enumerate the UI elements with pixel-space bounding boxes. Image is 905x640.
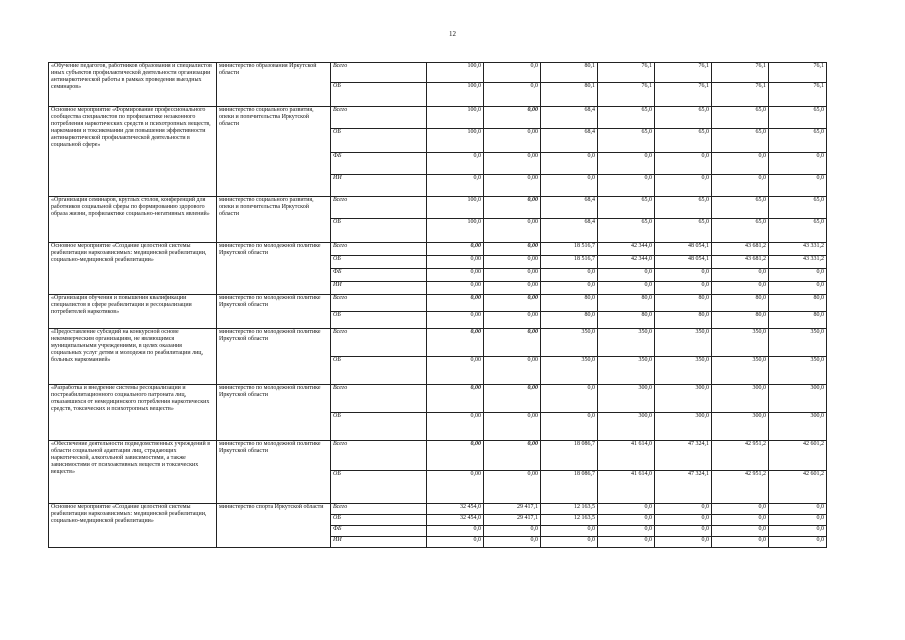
funding-source: Всего [331, 295, 427, 312]
amount-cell: 0,00 [484, 129, 541, 153]
amount-cell: 100,0 [427, 107, 484, 129]
amount-cell: 65,0 [769, 219, 827, 243]
amount-cell: 42 951,2 [712, 441, 769, 471]
amount-cell: 42 344,0 [598, 256, 655, 269]
amount-cell: 300,0 [769, 413, 827, 441]
amount-cell: 0,00 [484, 385, 541, 413]
amount-cell: 0,0 [427, 537, 484, 548]
amount-cell: 65,0 [769, 197, 827, 219]
amount-cell: 0,0 [541, 175, 598, 197]
amount-cell: 0,00 [484, 175, 541, 197]
amount-cell: 0,0 [598, 526, 655, 537]
funding-source: Всего [331, 243, 427, 256]
amount-cell: 0,0 [427, 153, 484, 175]
table-row [49, 329, 827, 357]
amount-cell: 350,0 [712, 329, 769, 357]
amount-cell: 0,0 [598, 282, 655, 295]
amount-cell: 47 324,1 [655, 441, 712, 471]
amount-cell: 76,1 [769, 83, 827, 107]
amount-cell: 0,00 [427, 256, 484, 269]
amount-cell: 0,0 [712, 526, 769, 537]
amount-cell: 65,0 [769, 129, 827, 153]
amount-cell: 48 054,1 [655, 256, 712, 269]
amount-cell: 65,0 [598, 129, 655, 153]
table-row [49, 63, 827, 83]
amount-cell: 80,0 [712, 312, 769, 329]
amount-cell: 0,00 [484, 219, 541, 243]
responsible-executor: министерство социального развития, опеки и попечительства Иркутской области [217, 107, 331, 197]
amount-cell: 0,0 [598, 504, 655, 515]
amount-cell: 32 454,0 [427, 515, 484, 526]
amount-cell: 0,00 [427, 385, 484, 413]
amount-cell: 65,0 [712, 107, 769, 129]
amount-cell: 42 601,2 [769, 471, 827, 504]
amount-cell: 350,0 [541, 357, 598, 385]
amount-cell: 0,00 [427, 471, 484, 504]
amount-cell: 18 516,7 [541, 256, 598, 269]
amount-cell: 350,0 [598, 357, 655, 385]
amount-cell: 100,0 [427, 83, 484, 107]
funding-source: ОБ [331, 471, 427, 504]
amount-cell: 41 614,0 [598, 471, 655, 504]
amount-cell: 42 951,2 [712, 471, 769, 504]
amount-cell: 0,0 [769, 282, 827, 295]
amount-cell: 76,1 [598, 63, 655, 83]
amount-cell: 0,00 [427, 312, 484, 329]
amount-cell: 76,1 [655, 83, 712, 107]
funding-source: ОБ [331, 83, 427, 107]
amount-cell: 0,00 [427, 295, 484, 312]
amount-cell: 0,0 [541, 385, 598, 413]
amount-cell: 65,0 [598, 197, 655, 219]
amount-cell: 0,0 [769, 153, 827, 175]
amount-cell: 76,1 [655, 63, 712, 83]
funding-source: ОБ [331, 219, 427, 243]
amount-cell: 42 344,0 [598, 243, 655, 256]
amount-cell: 300,0 [712, 385, 769, 413]
amount-cell: 18 516,7 [541, 243, 598, 256]
amount-cell: 0,00 [484, 243, 541, 256]
funding-source: ОБ [331, 129, 427, 153]
amount-cell: 0,0 [712, 515, 769, 526]
table-row [49, 243, 827, 256]
amount-cell: 0,00 [484, 295, 541, 312]
amount-cell: 0,00 [484, 153, 541, 175]
amount-cell: 80,0 [655, 295, 712, 312]
amount-cell: 0,00 [484, 441, 541, 471]
funding-source: ОБ [331, 256, 427, 269]
amount-cell: 350,0 [769, 357, 827, 385]
amount-cell: 47 324,1 [655, 471, 712, 504]
amount-cell: 76,1 [712, 83, 769, 107]
amount-cell: 0,0 [712, 153, 769, 175]
amount-cell: 0,0 [598, 537, 655, 548]
amount-cell: 80,0 [655, 312, 712, 329]
table-row [49, 295, 827, 312]
amount-cell: 43 331,2 [769, 243, 827, 256]
measure-description: Основное мероприятие «Формирование профессионального сообщества специалистов по профилактике незаконного потребления наркотических средств и психотропных веществ, наркомании и токсикомании для повышения эффективности антинаркотической профилактической деятельности в социальной сфере» [49, 107, 217, 197]
amount-cell: 0,0 [541, 413, 598, 441]
responsible-executor: министерство спорта Иркутской области [217, 504, 331, 548]
amount-cell: 65,0 [655, 219, 712, 243]
amount-cell: 0,00 [427, 329, 484, 357]
funding-source: Всего [331, 63, 427, 83]
amount-cell: 100,0 [427, 63, 484, 83]
amount-cell: 0,00 [484, 269, 541, 282]
amount-cell: 76,1 [598, 83, 655, 107]
funding-table [48, 62, 827, 548]
page-number: 12 [449, 30, 456, 38]
amount-cell: 0,00 [484, 197, 541, 219]
table-row [49, 197, 827, 219]
amount-cell: 0,0 [427, 526, 484, 537]
amount-cell: 350,0 [541, 329, 598, 357]
amount-cell: 43 681,2 [712, 243, 769, 256]
amount-cell: 0,0 [655, 153, 712, 175]
amount-cell: 0,0 [484, 63, 541, 83]
amount-cell: 350,0 [769, 329, 827, 357]
measure-description: «Разработка и внедрение системы ресоциализации и постреабилитационного социального патроната лиц, отказавшихся от немедицинского потребления наркотических средств, токсических и психотропных веществ» [49, 385, 217, 441]
amount-cell: 300,0 [655, 413, 712, 441]
amount-cell: 0,0 [598, 175, 655, 197]
amount-cell: 0,00 [484, 471, 541, 504]
amount-cell: 0,0 [598, 515, 655, 526]
measure-description: Основное мероприятие «Создание целостной системы реабилитации наркозависимых: медицинской реабилитации, социально-медицинской реабилитации» [49, 243, 217, 295]
amount-cell: 0,00 [484, 312, 541, 329]
amount-cell: 0,0 [541, 526, 598, 537]
amount-cell: 80,0 [598, 295, 655, 312]
amount-cell: 29 417,1 [484, 504, 541, 515]
amount-cell: 300,0 [712, 413, 769, 441]
amount-cell: 68,4 [541, 197, 598, 219]
amount-cell: 0,0 [769, 515, 827, 526]
amount-cell: 42 601,2 [769, 441, 827, 471]
amount-cell: 100,0 [427, 129, 484, 153]
amount-cell: 76,1 [712, 63, 769, 83]
amount-cell: 80,1 [541, 83, 598, 107]
amount-cell: 65,0 [712, 197, 769, 219]
amount-cell: 43 681,2 [712, 256, 769, 269]
amount-cell: 18 086,7 [541, 441, 598, 471]
table-row [49, 107, 827, 129]
amount-cell: 0,00 [427, 282, 484, 295]
amount-cell: 0,0 [655, 515, 712, 526]
amount-cell: 0,0 [655, 269, 712, 282]
amount-cell: 0,00 [427, 243, 484, 256]
funding-source: ИИ [331, 175, 427, 197]
amount-cell: 29 417,1 [484, 515, 541, 526]
amount-cell: 0,0 [655, 175, 712, 197]
funding-source: ОБ [331, 312, 427, 329]
amount-cell: 0,00 [484, 413, 541, 441]
amount-cell: 0,00 [427, 357, 484, 385]
amount-cell: 0,0 [541, 153, 598, 175]
amount-cell: 65,0 [655, 107, 712, 129]
amount-cell: 68,4 [541, 129, 598, 153]
amount-cell: 300,0 [655, 385, 712, 413]
responsible-executor: министерство образования Иркутской области [217, 63, 331, 107]
measure-description: «Организация семинаров, круглых столов, конференций для работников социальной сферы по формированию здорового образа жизни, профилактике социально-негативных явлений» [49, 197, 217, 243]
amount-cell: 100,0 [427, 197, 484, 219]
amount-cell: 0,0 [541, 282, 598, 295]
amount-cell: 300,0 [598, 413, 655, 441]
amount-cell: 0,0 [655, 504, 712, 515]
amount-cell: 0,0 [712, 282, 769, 295]
amount-cell: 0,0 [655, 537, 712, 548]
amount-cell: 0,0 [769, 526, 827, 537]
amount-cell: 80,0 [541, 312, 598, 329]
amount-cell: 65,0 [712, 219, 769, 243]
responsible-executor: министерство по молодежной политике Иркутской области [217, 329, 331, 385]
amount-cell: 0,0 [655, 282, 712, 295]
amount-cell: 0,0 [769, 175, 827, 197]
funding-source: ФБ [331, 526, 427, 537]
amount-cell: 68,4 [541, 107, 598, 129]
amount-cell: 0,0 [655, 526, 712, 537]
amount-cell: 0,0 [484, 83, 541, 107]
responsible-executor: министерство социального развития, опеки и попечительства Иркутской области [217, 197, 331, 243]
amount-cell: 0,0 [541, 269, 598, 282]
funding-source: ИИ [331, 537, 427, 548]
funding-source: Всего [331, 385, 427, 413]
amount-cell: 0,0 [427, 175, 484, 197]
funding-source: ОБ [331, 515, 427, 526]
amount-cell: 68,4 [541, 219, 598, 243]
funding-source: Всего [331, 504, 427, 515]
amount-cell: 80,0 [769, 312, 827, 329]
amount-cell: 300,0 [598, 385, 655, 413]
table-row [49, 504, 827, 515]
amount-cell: 0,00 [484, 329, 541, 357]
amount-cell: 80,1 [541, 63, 598, 83]
amount-cell: 76,1 [769, 63, 827, 83]
funding-source: Всего [331, 329, 427, 357]
responsible-executor: министерство по молодежной политике Иркутской области [217, 243, 331, 295]
amount-cell: 80,0 [598, 312, 655, 329]
amount-cell: 0,0 [541, 537, 598, 548]
amount-cell: 32 454,0 [427, 504, 484, 515]
amount-cell: 0,0 [484, 526, 541, 537]
amount-cell: 65,0 [598, 107, 655, 129]
amount-cell: 0,0 [712, 175, 769, 197]
funding-source: ИИ [331, 282, 427, 295]
amount-cell: 18 086,7 [541, 471, 598, 504]
table-row [49, 441, 827, 471]
amount-cell: 0,00 [484, 282, 541, 295]
amount-cell: 80,0 [712, 295, 769, 312]
amount-cell: 12 163,5 [541, 504, 598, 515]
amount-cell: 350,0 [598, 329, 655, 357]
measure-description: «Обеспечение деятельности подведомственных учреждений в области социальной адаптации лиц, страдающих наркотической, алкогольной зависимостями, а также зависимостями от психоактивных веществ и токсических веществ» [49, 441, 217, 504]
amount-cell: 65,0 [598, 219, 655, 243]
responsible-executor: министерство по молодежной политике Иркутской области [217, 441, 331, 504]
amount-cell: 0,0 [712, 504, 769, 515]
funding-source: ОБ [331, 357, 427, 385]
amount-cell: 80,0 [769, 295, 827, 312]
amount-cell: 0,00 [484, 107, 541, 129]
amount-cell: 65,0 [655, 129, 712, 153]
measure-description: «Организация обучения и повышения квалификации специалистов в сфере реабилитации и ресоциализации потребителей наркотиков» [49, 295, 217, 329]
funding-source: Всего [331, 441, 427, 471]
responsible-executor: министерство по молодежной политике Иркутской области [217, 295, 331, 329]
amount-cell: 300,0 [769, 385, 827, 413]
amount-cell: 48 054,1 [655, 243, 712, 256]
amount-cell: 0,0 [769, 269, 827, 282]
amount-cell: 80,0 [541, 295, 598, 312]
table-row [49, 385, 827, 413]
amount-cell: 0,00 [484, 357, 541, 385]
funding-source: ФБ [331, 269, 427, 282]
amount-cell: 0,0 [598, 153, 655, 175]
amount-cell: 0,00 [427, 269, 484, 282]
amount-cell: 65,0 [769, 107, 827, 129]
funding-source: ФБ [331, 153, 427, 175]
amount-cell: 0,0 [598, 269, 655, 282]
amount-cell: 350,0 [655, 329, 712, 357]
amount-cell: 0,0 [484, 537, 541, 548]
amount-cell: 100,0 [427, 219, 484, 243]
funding-source: Всего [331, 107, 427, 129]
funding-source: ОБ [331, 413, 427, 441]
amount-cell: 12 163,5 [541, 515, 598, 526]
amount-cell: 350,0 [712, 357, 769, 385]
amount-cell: 0,0 [712, 537, 769, 548]
amount-cell: 65,0 [712, 129, 769, 153]
amount-cell: 350,0 [655, 357, 712, 385]
amount-cell: 0,00 [427, 441, 484, 471]
measure-description: «Предоставление субсидий на конкурсной основе некоммерческим организациям, не являющимся муниципальными учреждениями, в целях оказания социальных услуг детям и молодежи по реабилитации лиц, больных наркоманией» [49, 329, 217, 385]
funding-source: Всего [331, 197, 427, 219]
amount-cell: 41 614,0 [598, 441, 655, 471]
amount-cell: 0,0 [712, 269, 769, 282]
amount-cell: 65,0 [655, 197, 712, 219]
measure-description: Основное мероприятие «Создание целостной системы реабилитации наркозависимых: медицинской реабилитации, социально-медицинской реабилитации» [49, 504, 217, 548]
amount-cell: 0,00 [484, 256, 541, 269]
amount-cell: 43 331,2 [769, 256, 827, 269]
amount-cell: 0,0 [769, 537, 827, 548]
measure-description: «Обучение педагогов, работников образования и специалистов иных субъектов профилактической деятельности организации антинаркотической работы в рамках проведения выездных семинаров» [49, 63, 217, 107]
responsible-executor: министерство по молодежной политике Иркутской области [217, 385, 331, 441]
amount-cell: 0,0 [769, 504, 827, 515]
amount-cell: 0,00 [427, 413, 484, 441]
